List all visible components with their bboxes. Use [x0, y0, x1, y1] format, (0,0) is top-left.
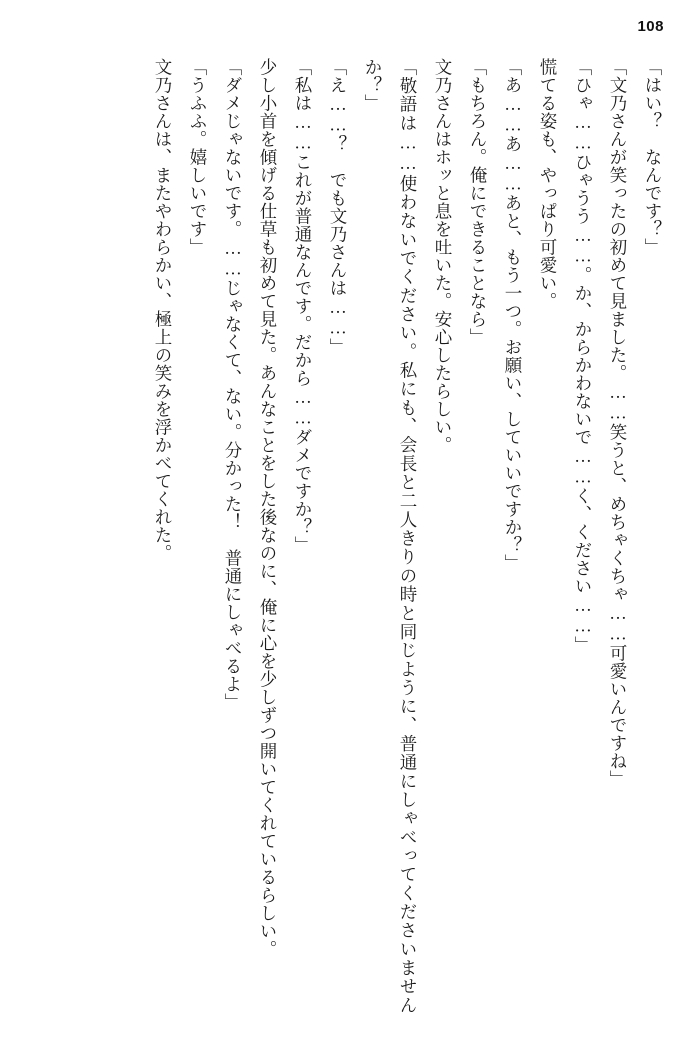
paragraph: 「ひゃ……ひゃうう……。か、からかわないで……く、ください……」: [573, 58, 593, 654]
paragraph: 慌てる姿も、やっぱり可愛い。: [538, 58, 558, 310]
paragraph: 「あ……あ……あと、もう一つ。お願い、していいですか？」: [503, 58, 523, 572]
paragraph: 「敬語は……使わないでください。私にも、会長と二人きりの時と同じように、普通にしゃべってくださいませんか？」: [363, 58, 418, 1014]
paragraph: 文乃さんはホッと息を吐いた。安心したらしい。: [433, 58, 453, 454]
paragraph: 「はい？ なんです？」: [643, 58, 663, 256]
paragraph: 「うふふ。嬉しいです」: [188, 58, 208, 256]
paragraph: 文乃さんは、またやわらかい、極上の笑みを浮かべてくれた。: [153, 58, 173, 562]
paragraph: 「文乃さんが笑ったの初めて見ました。……笑うと、めちゃくちゃ……可愛いんですね」: [608, 58, 628, 788]
paragraph: 「私は……これが普通なんです。だから……ダメですか？」: [293, 58, 313, 554]
paragraph: 「もちろん。俺にできることなら」: [468, 58, 488, 346]
page-number: 108: [637, 18, 664, 35]
paragraph: 少し小首を傾げる仕草も初めて見た。あんなことをした後なのに、俺に心を少しずつ開いてくれているらしい。: [258, 58, 278, 958]
page-body: [30, 58, 670, 1014]
paragraph: 「え……？ でも文乃さんは……」: [328, 58, 348, 356]
paragraph: 「ダメじゃないです。……じゃなくて、ない。分かった！ 普通にしゃべるよ」: [223, 58, 243, 711]
